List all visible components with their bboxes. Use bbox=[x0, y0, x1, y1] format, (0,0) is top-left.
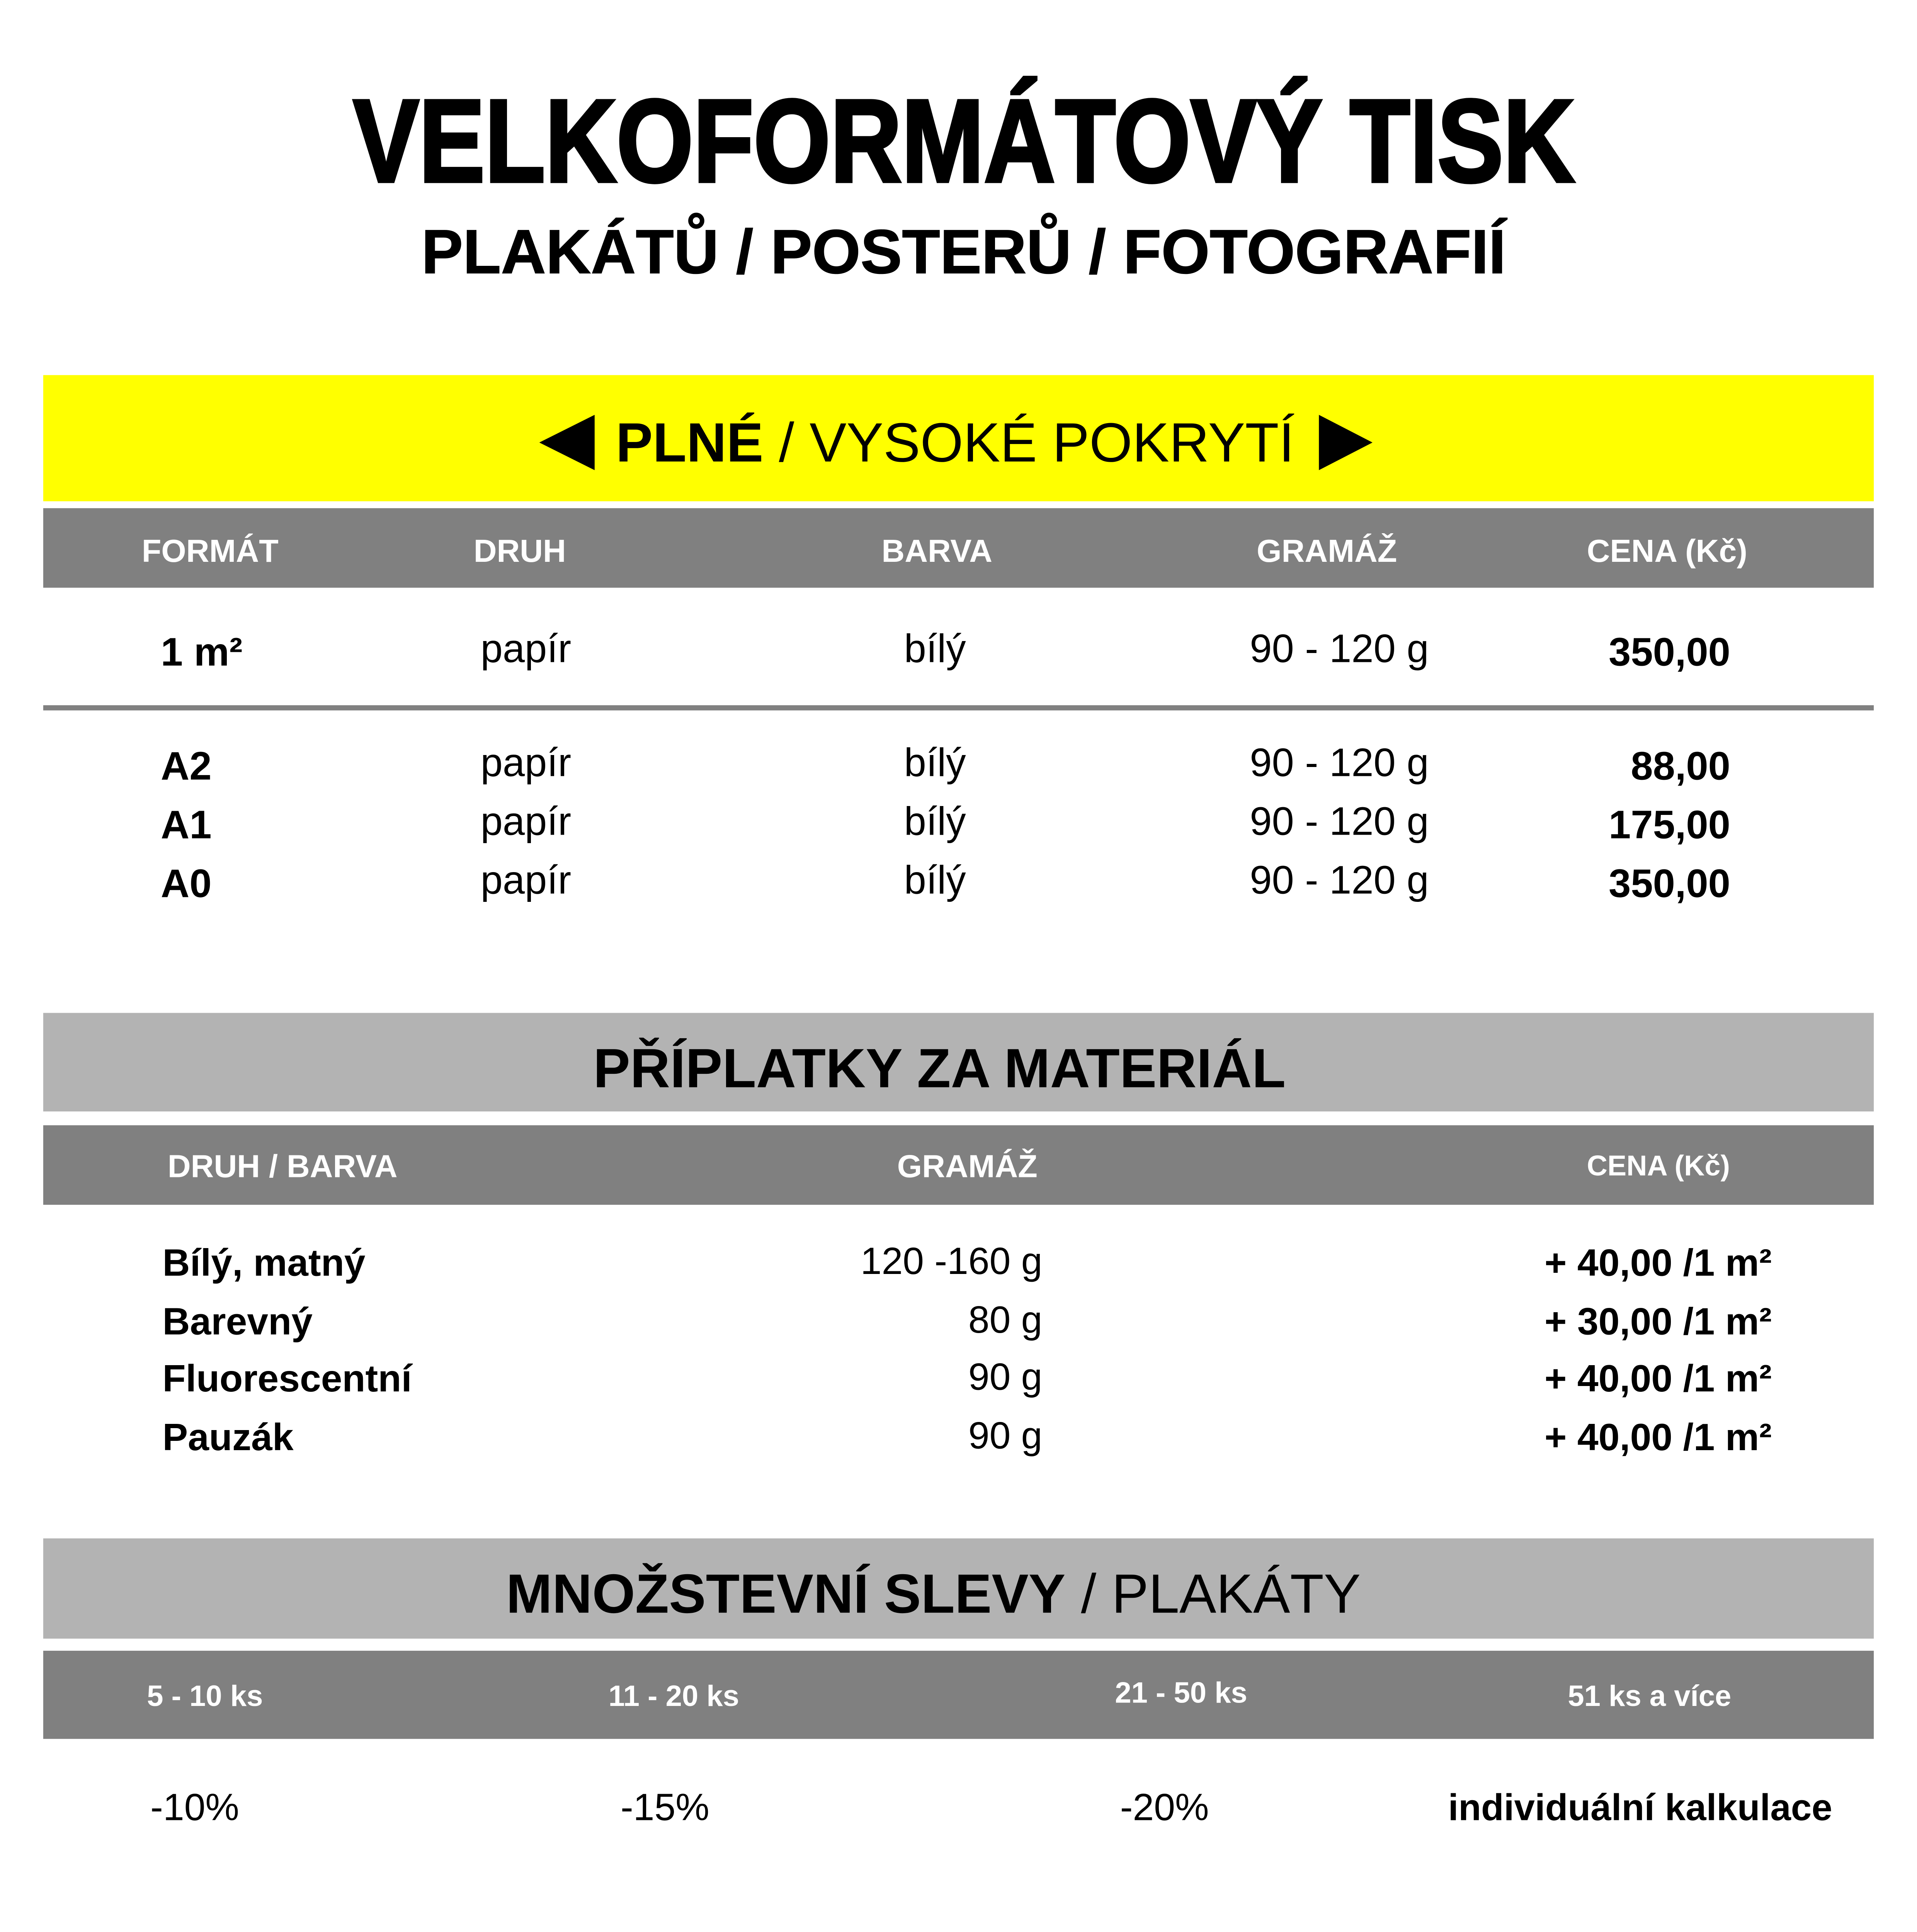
weight-cell: 80 g bbox=[968, 1299, 1043, 1342]
full-coverage-banner bbox=[43, 375, 1874, 502]
weight-cell: 90 g bbox=[968, 1414, 1043, 1458]
color-cell: bílý bbox=[904, 739, 966, 784]
weight-cell: 120 -160 g bbox=[860, 1240, 1043, 1284]
table-row bbox=[0, 1414, 1917, 1460]
table-row bbox=[0, 625, 1917, 673]
full-coverage-table-header bbox=[43, 508, 1874, 588]
material-surcharges-banner bbox=[43, 1013, 1874, 1111]
type-cell: papír bbox=[480, 625, 572, 670]
column-header-format: FORMÁT bbox=[141, 532, 279, 569]
surcharge-cell: + 30,00 /1 m² bbox=[1544, 1300, 1772, 1344]
type-cell: papír bbox=[480, 798, 572, 843]
table-divider bbox=[43, 705, 1874, 710]
column-header-type-color: DRUH / BARVA bbox=[167, 1148, 398, 1184]
material-surcharges-table-header bbox=[43, 1125, 1874, 1205]
material-surcharges-banner-title: PŘÍPLATKY ZA MATERIÁL bbox=[593, 1037, 1286, 1100]
table-row bbox=[0, 856, 1917, 905]
weight-cell: 90 - 120 g bbox=[1250, 739, 1429, 784]
quantity-discounts-banner-bold: MNOŽSTEVNÍ SLEVY bbox=[506, 1562, 1066, 1625]
page-title-container bbox=[5, 77, 1917, 208]
table-row bbox=[0, 1355, 1917, 1401]
price-cell: 350,00 bbox=[1609, 628, 1730, 673]
column-header-color: BARVA bbox=[881, 532, 993, 569]
type-cell: papír bbox=[480, 739, 572, 784]
column-header-type: DRUH bbox=[473, 532, 566, 569]
color-cell: bílý bbox=[904, 625, 966, 670]
material-cell: Fluorescentní bbox=[162, 1357, 412, 1401]
table-row bbox=[0, 1240, 1917, 1285]
color-cell: bílý bbox=[904, 798, 966, 843]
weight-cell: 90 g bbox=[968, 1355, 1043, 1399]
quantity-discounts-banner bbox=[43, 1538, 1874, 1638]
price-cell: 175,00 bbox=[1609, 801, 1730, 846]
tier-range-header: 11 - 20 ks bbox=[608, 1679, 739, 1713]
triangle-left-icon bbox=[540, 415, 595, 470]
weight-cell: 90 - 120 g bbox=[1250, 856, 1429, 901]
tier-range-header: 51 ks a více bbox=[1568, 1679, 1732, 1713]
material-cell: Barevný bbox=[162, 1300, 313, 1344]
format-cell: A2 bbox=[161, 742, 212, 787]
column-header-weight: GRAMÁŽ bbox=[1257, 532, 1397, 569]
triangle-right-icon bbox=[1318, 415, 1372, 470]
table-row bbox=[0, 739, 1917, 787]
column-header-price: CENA (Kč) bbox=[1587, 532, 1747, 569]
quantity-discounts-banner-regular: / PLAKÁTY bbox=[1081, 1562, 1361, 1625]
discount-cell: individuální kalkulace bbox=[1448, 1788, 1832, 1830]
discount-cell: -15% bbox=[620, 1786, 709, 1830]
color-cell: bílý bbox=[904, 856, 966, 901]
format-cell: 1 m² bbox=[161, 628, 243, 673]
surcharge-cell: + 40,00 /1 m² bbox=[1544, 1416, 1772, 1460]
material-surcharges-banner-line bbox=[5, 1037, 1874, 1100]
column-header-price: CENA (Kč) bbox=[1587, 1151, 1730, 1182]
weight-cell: 90 - 120 g bbox=[1250, 625, 1429, 670]
material-cell: Bílý, matný bbox=[162, 1242, 366, 1285]
full-coverage-banner-bold: PLNÉ bbox=[616, 411, 764, 474]
format-cell: A1 bbox=[161, 801, 212, 846]
type-cell: papír bbox=[480, 856, 572, 901]
quantity-discounts-banner-line bbox=[0, 1562, 1874, 1625]
discount-cell: -20% bbox=[1120, 1786, 1209, 1830]
table-row bbox=[0, 798, 1917, 846]
price-cell: 88,00 bbox=[1631, 742, 1730, 787]
surcharge-cell: + 40,00 /1 m² bbox=[1544, 1357, 1772, 1401]
price-cell: 350,00 bbox=[1609, 860, 1730, 905]
quantity-discounts-table-header bbox=[43, 1651, 1874, 1739]
full-coverage-banner-line bbox=[38, 411, 1874, 474]
table-row bbox=[0, 1299, 1917, 1344]
discount-cell: -10% bbox=[150, 1786, 239, 1830]
full-coverage-banner-regular: / VYSOKÉ POKRYTÍ bbox=[779, 411, 1294, 474]
weight-cell: 90 - 120 g bbox=[1250, 798, 1429, 843]
surcharge-cell: + 40,00 /1 m² bbox=[1544, 1242, 1772, 1285]
page-subtitle: PLAKÁTŮ / POSTERŮ / FOTOGRAFIÍ bbox=[421, 215, 1506, 286]
material-cell: Pauzák bbox=[162, 1416, 294, 1460]
page-title: VELKOFORMÁTOVÝ TISK bbox=[353, 77, 1575, 208]
format-cell: A0 bbox=[161, 860, 212, 905]
tier-range-header: 21 - 50 ks bbox=[1115, 1676, 1247, 1709]
column-header-weight: GRAMÁŽ bbox=[897, 1148, 1038, 1184]
table-row bbox=[0, 1786, 1917, 1830]
tier-range-header: 5 - 10 ks bbox=[147, 1679, 263, 1713]
